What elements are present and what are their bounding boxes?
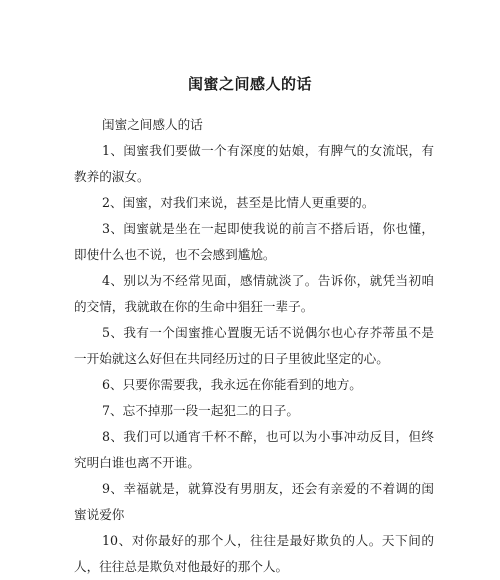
document-title: 闺蜜之间感人的话 [187,75,312,93]
paragraph: 8、我们可以通宵千杯不醉，也可以为小事冲动反目，但终究明白谁也离不开谁。 [74,429,434,470]
paragraph: 1、闺蜜我们要做一个有深度的姑娘，有脾气的女流氓，有教养的淑女。 [74,143,434,184]
paragraph: 9、幸福就是，就算没有男朋友，还会有亲爱的不着调的闺蜜说爱你 [74,481,434,522]
paragraph: 6、只要你需要我，我永远在你能看到的地方。 [102,377,362,392]
paragraph: 3、闺蜜就是坐在一起即使我说的前言不搭后语，你也懂，即使什么也不说，也不会感到尴尬。 [74,221,434,262]
paragraph: 5、我有一个闺蜜推心置腹无话不说偶尔也心存芥蒂虽不是一开始就这么好但在共同经历过的日子里彼此坚定的心。 [74,325,434,366]
paragraph: 4、别以为不经常见面，感情就淡了。告诉你，就凭当初咱的交情，我就敢在你的生命中猖狂一辈子。 [74,273,434,314]
paragraph: 闺蜜之间感人的话 [102,117,203,132]
paragraph: 2、闺蜜，对我们来说，甚至是比情人更重要的。 [102,195,375,210]
paragraph: 10、对你最好的那个人，往往是最好欺负的人。天下间的人，往往总是欺负对他最好的那个人。 [74,533,434,574]
document-body [74,112,434,580]
paragraph: 7、忘不掉那一段一起犯二的日子。 [102,403,299,418]
